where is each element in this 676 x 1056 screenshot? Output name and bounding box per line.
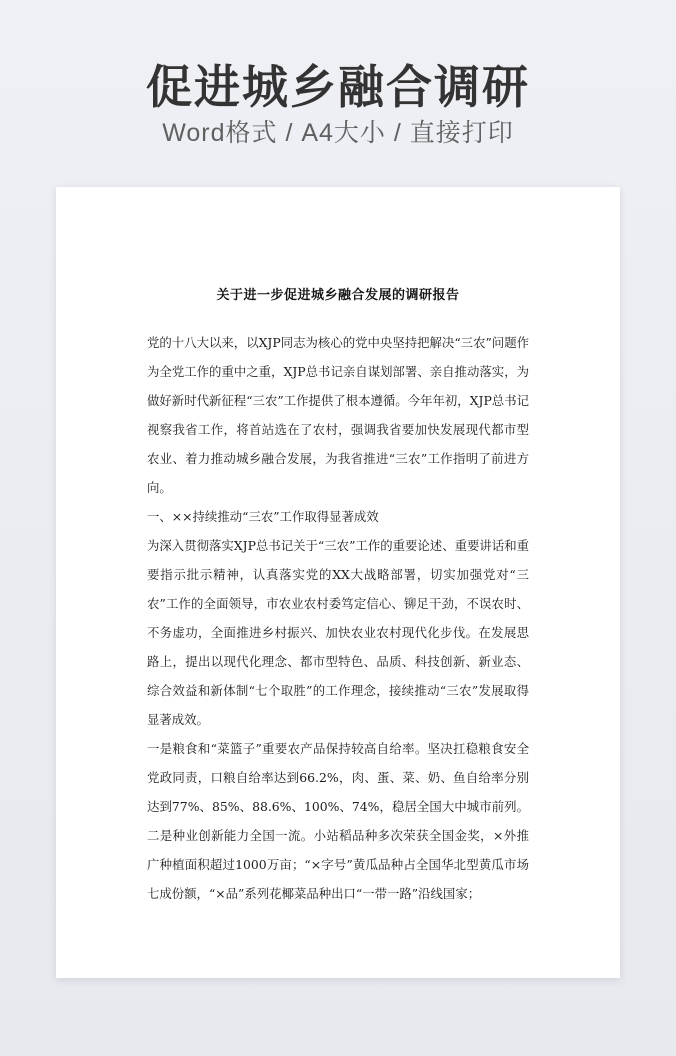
body-paragraph: 党的十八大以来，以XJP同志为核心的党中央坚持把解决“三农”问题作为全党工作的重中之重，XJP总书记亲自谋划部署、亲自推动落实，为做好新时代新征程“三农”工作提供了根本遵循。今年年初，XJP总书记视察我省工作，将首站选在了农村，强调我省要加快发展现代都市型农业、着力推动城乡融合发展，为我省推进“三农”工作指明了前进方向。 <box>147 335 529 495</box>
section-heading: 一、××持续推动“三农”工作取得显著成效 <box>147 509 379 524</box>
document-title: 关于进一步促进城乡融合发展的调研报告 <box>216 288 460 303</box>
banner-subtitle: Word格式 / A4大小 / 直接打印 <box>162 119 514 147</box>
header-banner <box>0 0 676 186</box>
document-page <box>56 187 620 978</box>
banner-title: 促进城乡融合调研 <box>146 60 530 114</box>
document-body <box>147 328 529 908</box>
body-paragraph: 为深入贯彻落实XJP总书记关于“三农”工作的重要论述、重要讲话和重要指示批示精神，认真落实党的XX大战略部署，切实加强党对“三农”工作的全面领导，市农业农村委笃定信心、铆足干劲，不误农时、不务虚功，全面推进乡村振兴、加快农业农村现代化步伐。在发展思路上，提出以现代化理念、都市型特色、品质、科技创新、新业态、综合效益和新体制“七个取胜”的工作理念，接续推动“三农”发展取得显著成效。 <box>147 538 529 727</box>
body-paragraph: 一是粮食和“菜篮子”重要农产品保持较高自给率。坚决扛稳粮食安全党政同责，口粮自给率达到66.2%，肉、蛋、菜、奶、鱼自给率分别达到77%、85%、88.6%、100%、74%，稳居全国大中城市前列。二是种业创新能力全国一流。小站稻品种多次荣获全国金奖，×外推广种植面积超过1000万亩；“×字号”黄瓜品种占全国华北型黄瓜市场七成份额，“×品”系列花椰菜品种出口“一带一路”沿线国家； <box>147 741 529 901</box>
